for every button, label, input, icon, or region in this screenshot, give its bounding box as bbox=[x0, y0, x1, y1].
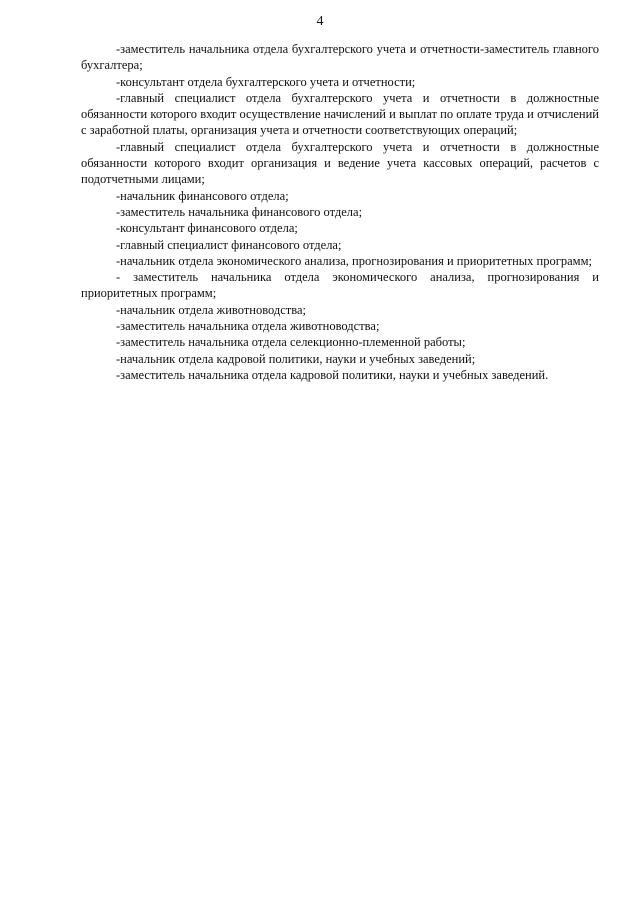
list-item: -заместитель начальника отдела кадровой политики, науки и учебных заведений. bbox=[116, 367, 549, 382]
list-item: -заместитель начальника отдела селекционно-племенной работы; bbox=[116, 335, 466, 350]
list-item: -заместитель начальника финансового отдела; bbox=[116, 204, 363, 219]
list-item: -главный специалист финансового отдела; bbox=[116, 237, 342, 252]
list-item: -заместитель начальника отдела животноводства; bbox=[116, 319, 380, 334]
document-body bbox=[81, 41, 599, 383]
list-item: - заместитель начальника отдела экономического анализа, прогнозирования и приоритетных программ; bbox=[81, 270, 599, 301]
list-item: -начальник отдела кадровой политики, науки и учебных заведений; bbox=[116, 351, 476, 366]
list-item: -главный специалист отдела бухгалтерского учета и отчетности в должностные обязанности которого входит осуществление начислений и выплат по оплате труда и отчислений с заработной платы, организация учета и отчетности соответствующих операций; bbox=[81, 90, 599, 138]
list-item: -начальник отдела животноводства; bbox=[116, 302, 307, 317]
list-item: -начальник финансового отдела; bbox=[116, 188, 289, 203]
list-item: -начальник отдела экономического анализа, прогнозирования и приоритетных программ; bbox=[116, 253, 592, 268]
list-item: -консультант финансового отдела; bbox=[116, 221, 298, 236]
page-number: 4 bbox=[316, 14, 324, 29]
list-item: -заместитель начальника отдела бухгалтерского учета и отчетности-заместитель главного бухгалтера; bbox=[81, 42, 599, 73]
list-item: -главный специалист отдела бухгалтерского учета и отчетности в должностные обязанности которого входит организация и ведение учета кассовых операций, расчетов с подотчетными лицами; bbox=[81, 139, 599, 187]
list-item: -консультант отдела бухгалтерского учета и отчетности; bbox=[116, 74, 416, 89]
